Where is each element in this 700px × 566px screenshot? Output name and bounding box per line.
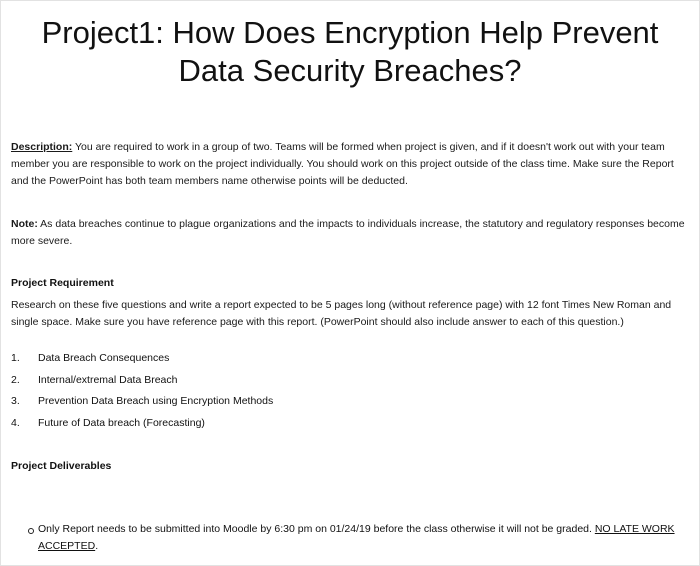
requirement-list xyxy=(11,348,691,434)
list-item xyxy=(11,413,691,435)
deliverables-end: . xyxy=(95,540,99,552)
note-paragraph xyxy=(11,216,691,250)
list-item-number: 2. xyxy=(11,373,20,386)
deliverables-heading: Project Deliverables xyxy=(11,460,112,472)
list-item-text: Data Breach Consequences xyxy=(38,352,170,364)
description-text: You are required to work in a group of two. Teams will be formed when project is given, and if it doesn't work out with your team member you are responsible to work on the project individually. You should work on this project outside of the class time. Make sure the Report and the PowerPoint has both team members name otherwise points will be deducted. xyxy=(11,141,674,187)
list-item xyxy=(11,348,691,370)
list-item-number: 3. xyxy=(11,395,20,407)
requirement-paragraph: Research on these five questions and write a report expected to be 5 pages long (without reference page) with 12 font Times New Roman and single space. Make sure you have reference page with this report. (PowerPoint should also include answer to each of this question.) xyxy=(11,299,672,328)
title-line-2: Data Security Breaches? xyxy=(178,53,522,88)
requirement-heading: Project Requirement xyxy=(11,277,114,289)
title-line-1: Project1: How Does Encryption Help Prevent xyxy=(41,15,659,50)
list-item-text: Prevention Data Breach using Encryption Methods xyxy=(38,395,274,407)
deliverables-text: Only Report needs to be submitted into Moodle by 6:30 pm on 01/24/19 before the class otherwise it will not be graded. xyxy=(38,523,595,535)
list-item-number: 1. xyxy=(11,352,20,364)
no-late-work-emphasis: NO LATE WORK ACCEPTED xyxy=(38,523,675,552)
description-paragraph xyxy=(11,139,691,190)
list-item xyxy=(11,370,691,392)
description-label: Description: xyxy=(11,141,73,153)
list-item-text: Future of Data breach (Forecasting) xyxy=(38,416,205,429)
bullet-icon xyxy=(28,528,34,534)
page-title xyxy=(1,14,699,90)
list-item-text: Internal/extremal Data Breach xyxy=(38,373,178,386)
note-text: As data breaches continue to plague organizations and the impacts to individuals increase, the statutory and regulatory responses become more severe. xyxy=(11,218,685,247)
note-label: Note: xyxy=(11,218,38,230)
deliverables-bullet-text xyxy=(38,521,688,555)
list-item-number: 4. xyxy=(11,416,20,429)
list-item xyxy=(11,391,691,413)
